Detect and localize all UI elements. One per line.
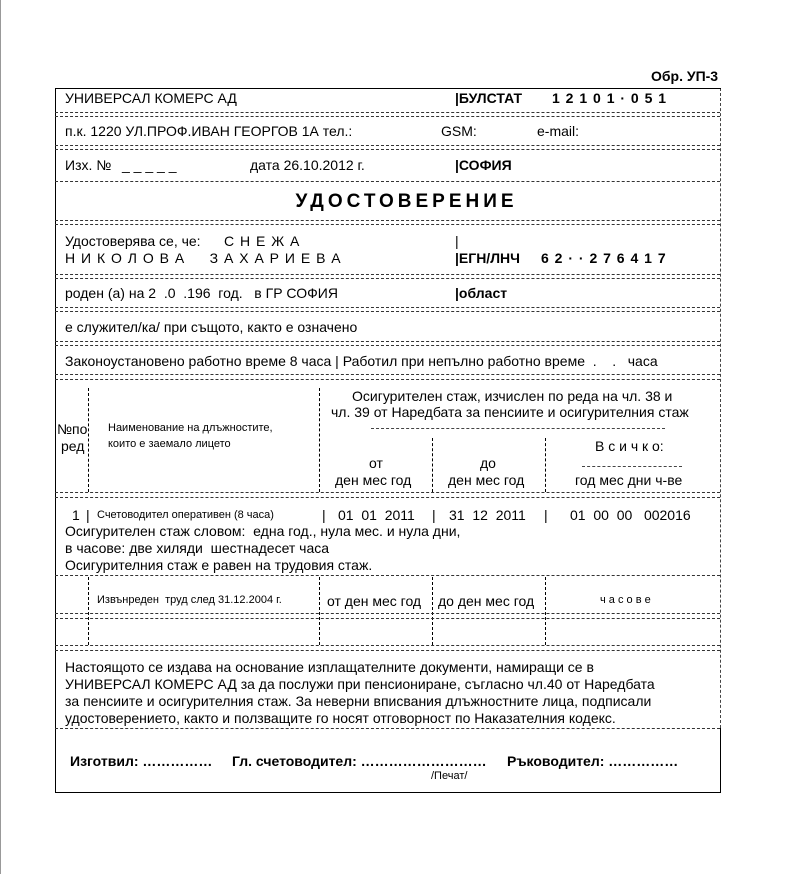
birth-info: роден (а) на 2 .0 .196 год. в ГР СОФИЯ: [65, 285, 338, 301]
company-address: п.к. 1220 УЛ.ПРОФ.ИВАН ГЕОРГОВ 1А тел.:: [65, 123, 353, 139]
col-no-header: №по: [57, 421, 88, 437]
egn-label: |ЕГН/ЛНЧ: [455, 250, 520, 266]
divider: [55, 220, 720, 221]
divider: [55, 497, 720, 498]
work-time-text: Законоустановено работно време 8 часа | Работил при непълно работно време . . часа: [65, 353, 658, 369]
header-rule: [371, 428, 665, 429]
divider: [55, 613, 720, 614]
col-position-header-2: които е заемало лицето: [108, 438, 231, 450]
chief-accountant: Гл. счетоводител: ………………………: [232, 753, 487, 769]
insurance-words-1: Осигурителен стаж словом: една год., нула мес. и нула дни,: [65, 523, 461, 539]
ref-label: Изх. №: [65, 157, 112, 173]
divider: [55, 181, 720, 182]
certifies-label: Удостоверява се, че:: [65, 233, 201, 249]
divider: [55, 345, 720, 346]
divider: [55, 278, 720, 279]
divider: [55, 650, 720, 651]
separator-bar: |: [432, 507, 436, 523]
insurance-header-1: Осигурителен стаж, изчислен по реда на чл. 38 и: [352, 388, 673, 404]
total-rule: [582, 466, 682, 467]
col-divider: [319, 577, 320, 645]
email-label: e-mail:: [537, 123, 580, 139]
col-to-header: до: [480, 455, 496, 471]
divider: [55, 149, 720, 150]
divider: [55, 224, 720, 225]
row-total: 01 00 00 002016: [570, 507, 691, 523]
stamp-label: /Печат/: [431, 770, 468, 782]
document-title: УДОСТОВЕРЕНИЕ: [295, 191, 518, 212]
person-first-name: С Н Е Ж А: [224, 233, 301, 249]
col-total-sub: год мес дни ч-ве: [575, 472, 683, 488]
col-divider: [88, 388, 89, 492]
col-to-sub: ден мес год: [448, 472, 525, 488]
divider: [55, 311, 720, 312]
bulstat-value: 1 2 1 0 1 · 0 5 1: [552, 90, 668, 106]
gsm-label: GSM:: [441, 123, 477, 139]
divider: [55, 618, 720, 619]
row-to: 31 12 2011: [449, 507, 526, 523]
divider: [55, 116, 720, 117]
divider: [55, 307, 720, 308]
footer-line-4: удостоверението, както и ползващите го носят отговорност по Наказателния кодекс.: [65, 710, 616, 726]
col-from-header: от: [369, 455, 383, 471]
page-edge: [0, 0, 1, 874]
col-position-header: Наименование на длъжностите,: [108, 422, 273, 434]
manager: Ръководител: ……………: [507, 753, 679, 769]
divider: [55, 145, 720, 146]
insurance-equal: Осигурителния стаж е равен на трудовия стаж.: [65, 557, 373, 573]
footer-line-3: за пенсиите и осигурителния стаж. За неверни вписвания длъжностните лица, подписали: [65, 693, 652, 709]
divider: [55, 645, 720, 646]
overtime-to: до ден мес год: [438, 593, 535, 609]
divider: [55, 492, 720, 493]
col-divider: [545, 438, 546, 492]
overtime-label: Извънреден труд след 31.12.2004 г.: [97, 594, 282, 606]
insurance-words-2: в часове: две хиляди шестнадесет часа: [65, 540, 330, 556]
col-total-header: В с и ч к о:: [595, 438, 664, 454]
form-code: Обр. УП-3: [651, 68, 719, 84]
bulstat-label: |БУЛСТАТ: [455, 90, 523, 106]
overtime-hours: ч а с о в е: [600, 594, 651, 606]
prepared-by: Изготвил: ……………: [70, 753, 213, 769]
employee-text: е служител/ка/ при същото, както е означено: [65, 319, 358, 335]
row-from: 01 01 2011: [338, 507, 415, 523]
region-label: |област: [455, 285, 508, 301]
col-divider: [319, 388, 320, 492]
separator-bar: |: [544, 507, 548, 523]
frame-top-border: [55, 88, 721, 89]
separator-bar: |: [86, 507, 90, 523]
ref-value: _ _ _ _ _: [122, 157, 177, 173]
divider: [55, 379, 720, 380]
separator-bar: |: [322, 507, 326, 523]
col-divider: [88, 577, 89, 645]
divider: [55, 341, 720, 342]
footer-line-1: Настоящото се издава на основание изплащателните документи, намиращи се в: [65, 659, 594, 675]
row-no: 1: [72, 507, 80, 523]
footer-line-2: УНИВЕРСАЛ КОМЕРС АД за да послужи при пенсиониране, съгласно чл.40 от Наредбата: [65, 676, 655, 692]
divider: [55, 575, 720, 576]
person-surnames: Н И К О Л О В А З А Х А Р И Е В А: [65, 250, 342, 266]
frame-right-border-bottom: [720, 728, 721, 793]
col-divider: [432, 577, 433, 645]
divider: [55, 274, 720, 275]
row-position: Счетоводител оперативен (8 часа): [97, 509, 274, 521]
issue-date: дата 26.10.2012 г.: [250, 157, 365, 173]
city: |СОФИЯ: [455, 157, 512, 173]
insurance-header-2: чл. 39 от Наредбата за пенсиите и осигурителния стаж: [331, 404, 689, 420]
divider: [55, 728, 720, 729]
frame-bottom-border: [55, 792, 721, 793]
col-divider: [545, 577, 546, 645]
frame-right-border: [720, 88, 721, 728]
col-no-header-2: ред: [61, 438, 85, 454]
company-name: УНИВЕРСАЛ КОМЕРС АД: [65, 90, 237, 106]
divider: [55, 112, 720, 113]
overtime-from: от ден мес год: [327, 593, 422, 609]
col-from-sub: ден мес год: [335, 472, 412, 488]
col-divider: [432, 438, 433, 492]
egn-value: 6 2 · · 2 7 6 4 1 7: [541, 250, 667, 266]
divider: [55, 374, 720, 375]
separator-bar: |: [455, 233, 459, 249]
